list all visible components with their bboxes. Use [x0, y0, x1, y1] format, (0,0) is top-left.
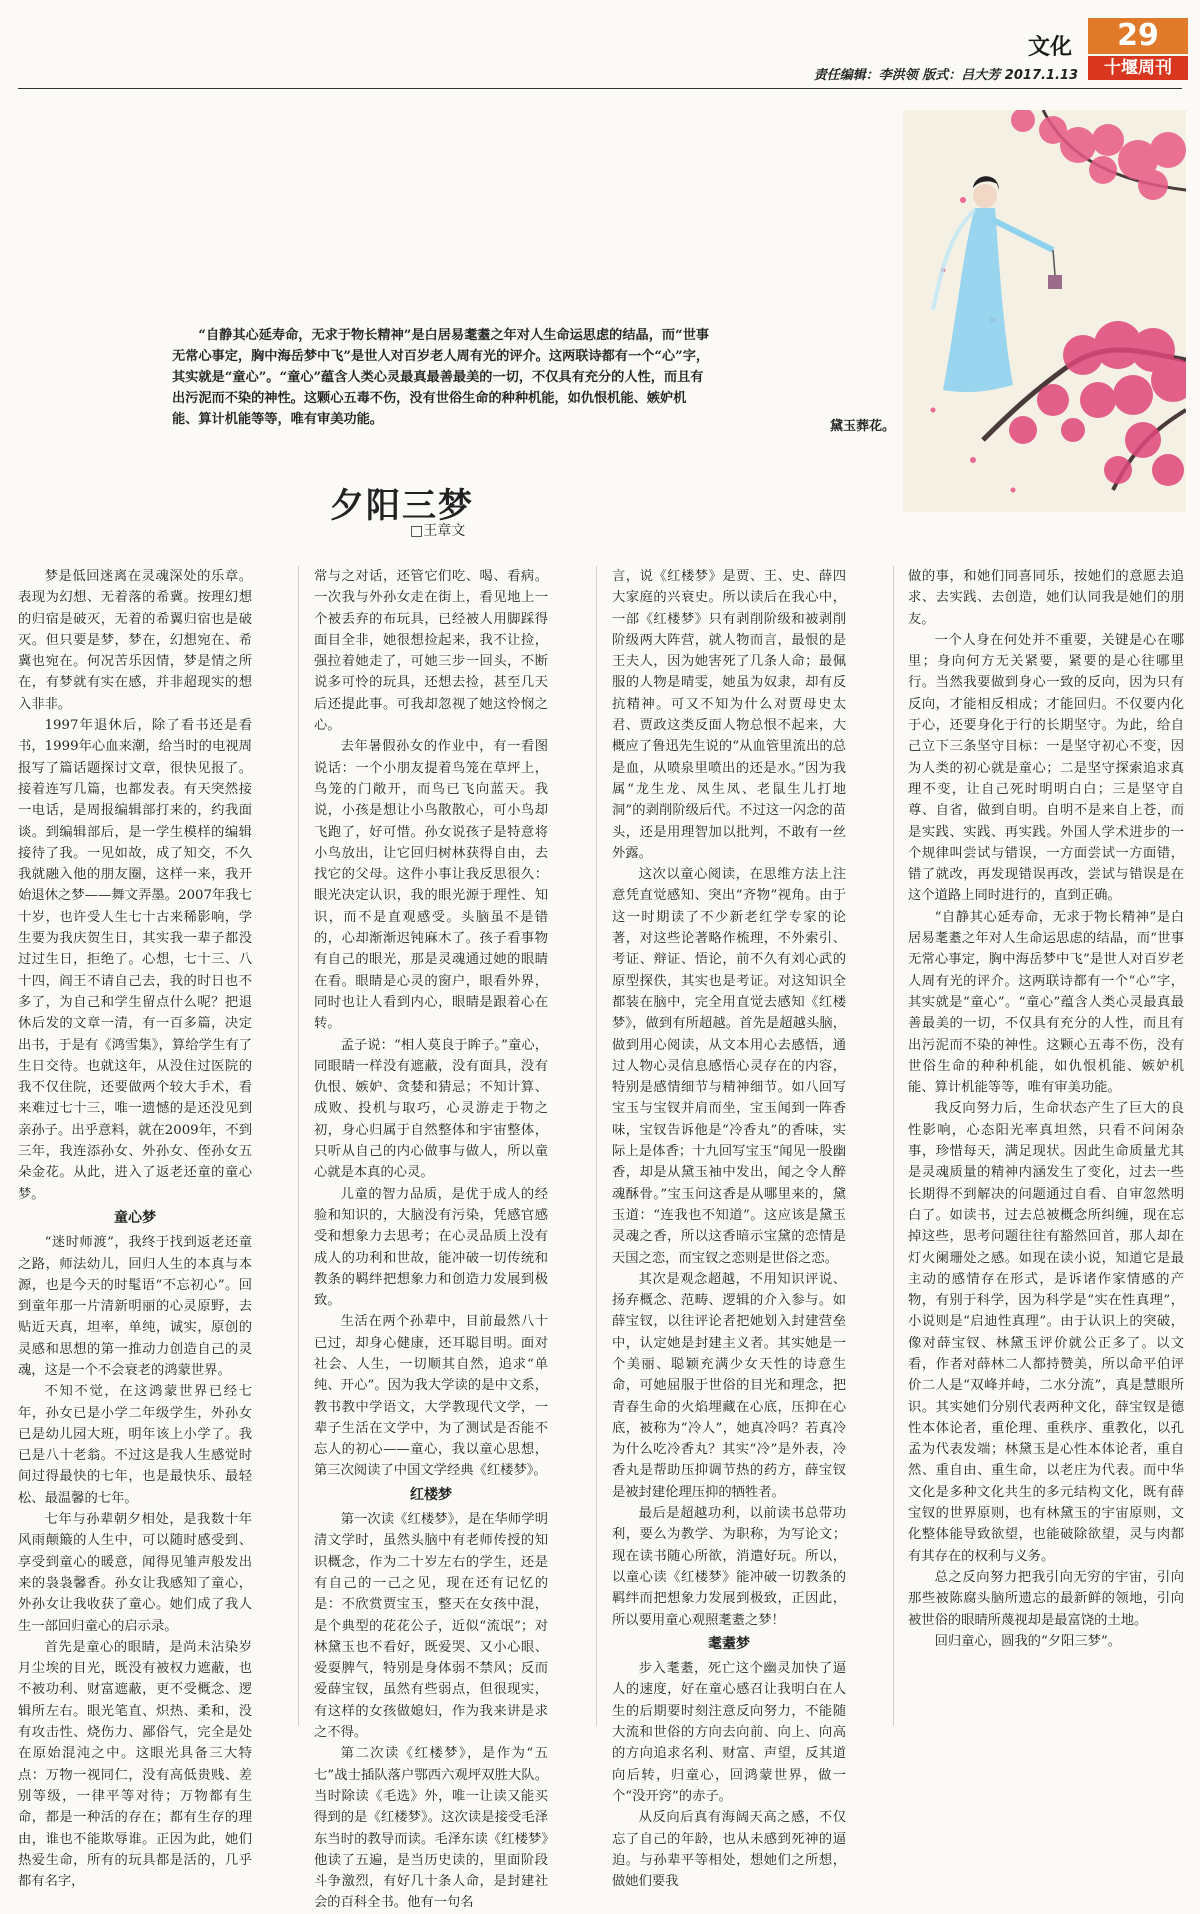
paragraph: “迷时师渡”，我终于找到返老还童之路，师法幼儿，回归人生的本真与本源，也是今天的时髦语“不忘初心”。回到童年那一片清新明丽的心灵原野，去贴近天真，坦率，单纯，诚实，原创的灵感和思想的第一推动力创造自己的灵魂，这是一个不会衰老的鸿蒙世界。 [18, 1235, 252, 1378]
paragraph: 做的事，和她们同喜同乐，按她们的意愿去追求、去实践、去创造，她们认同我是她们的朋友。 [908, 569, 1184, 627]
paragraph: 儿童的智力品质，是优于成人的经验和知识的，大脑没有污染，凭感官感受和想象力去思考；在心灵品质上没有成人的功利和世故，能冲破一切传统和教条的羁绊把想象力和创造力发展到极致。 [314, 1186, 548, 1309]
article-title: 夕阳三梦 [330, 486, 474, 526]
paragraph: 回归童心，圆我的“夕阳三梦”。 [934, 1633, 1122, 1649]
paragraph: 第一次读《红楼梦》，是在华师学明清文学时，虽然头脑中有老师传授的知识概念，作为二十岁左右的学生，还是有自己的一己之见，现在还有记忆的是：不欣赏贾宝玉，整天在女孩中混，是个典型的花花公子，近似“流氓”；对林黛玉也不看好，既爱哭、又小心眼、爱耍脾气，特别是身体弱不禁风；反而爱薛宝钗，虽然有些弱点，但很现实，有这样的女孩做媳妇，作为我来讲是求之不得。 [314, 1512, 548, 1741]
paragraph: 第二次读《红楼梦》，是作为“五七”战士插队落户鄂西六观坪双胜大队。当时除读《毛选》外，唯一让读又能买得到的是《红楼梦》。这次读是接受毛泽东当时的教导而读。毛泽东读《红楼梦》他读了五遍，是当历史读的，里面阶段斗争激烈，有好几十条人命，是封建社会的百科全书。他有一句名 [314, 1746, 548, 1911]
article-author: □王章文 [410, 523, 466, 539]
illustration [903, 110, 1186, 512]
paragraph: 七年与孙辈朝夕相处，是我数十年风雨颠簸的人生中，可以随时感受到、享受到童心的暖意，闻得见雏声般发出来的袅袅馨香。孙女让我感知了童心，外孙女让我收获了童心。她们成了我人生一部回归童心的启示录。 [18, 1512, 252, 1634]
header-rule [18, 88, 1182, 89]
paragraph: 最后是超越功利，以前读书总带功利，要么为教学、为职称，为写论文；现在读书随心所欲，消遣好玩。所以，以童心读《红楼梦》能冲破一切教条的羁绊而把想象力发展到极致，正因此，所以要用童心观照耄耋之梦！ [612, 1506, 846, 1628]
column-4 [908, 566, 1184, 1652]
section-heading: 耄耋梦 [708, 1635, 750, 1652]
column-3 [612, 566, 846, 1892]
paragraph: 步入耄耋，死亡这个幽灵加快了逼人的速度，好在童心感召让我明白在人生的后期要时刻注意反向努力，不能随大流和世俗的方向去向前、向上、向高的方向追求名利、财富、声望，反其道向后转，归童心，回鸿蒙世界，做一个“没开窍”的赤子。 [612, 1661, 846, 1804]
paragraph: 首先是童心的眼睛，是尚未沾染岁月尘埃的目光，既没有被权力遮蔽，也不被功利、财富遮蔽，更不受概念、逻辑所左右。眼光笔直、炽热、柔和，没有攻击性、烧伤力、鄙俗气，完全是处在原始混沌之中。这眼光具备三大特点：万物一视同仁，没有高低贵贱、差别等级，一律平等对待；万物都有生命，都是一种活的存在；都有生存的理由，谁也不能欺辱谁。正因为此，她们热爱生命，所有的玩具都是活的，几乎都有名字， [18, 1639, 252, 1890]
paragraph: 言，说《红楼梦》是贾、王、史、薛四大家庭的兴衰史。所以读后在我心中，一部《红楼梦》只有剥削阶级和被剥削阶级两大阵营，就人物而言，最恨的是王夫人，因为她害死了几条人命；最佩服的人物是晴雯，她虽为奴隶，却有反抗精神。可又不知为什么对贾母史太君、贾政这类反面人物总恨不起来，大概应了鲁迅先生说的“从血管里流出的总是血，从喷泉里喷出的还是水。”因为我属“龙生龙、凤生凤、老鼠生儿打地洞”的剥削阶级后代。不过这一闪念的苗头，还是用理智加以批判，不敢有一丝外露。 [612, 569, 846, 861]
paragraph: 一个人身在何处并不重要，关键是心在哪里；身向何方无关紧要，紧要的是心往哪里行。当然我要做到身心一致的反向，因为只有反向，才能相反相成；才能回归。不仅要内化于心，还要身化于行的长期坚守。为此，给自己立下三条坚守目标：一是坚守初心不变，因为人类的初心就是童心；二是坚守探索追求真理不变，让自己死时明明白白；三是坚守自尊、自省，做到自明。自明不是来自上苍，而是实践、实践、再实践。外国人学术进步的一个规律叫尝试与错误，一方面尝试一方面错，错了就改，再发现错误再改，尝试与错误是在这个道路上同时进行的，直到正确。 [908, 632, 1184, 904]
column-2 [314, 566, 548, 1914]
intro-lead: “自静其心延寿命，无求于物长精神”是白居易耄耋之年对人生命运思虑的结晶，而“世事无常心事定，胸中海岳梦中飞”是世人对百岁老人周有光的评介。这两联诗都有一个“心”字，其实就是“童心”。“童心”蕴含人类心灵最真最善最美的一切，不仅具有充分的人性，而且有出污泥而不染的神性。这颗心五毒不伤，没有世俗生命的种种机能，如仇恨机能、嫉妒机能、算计机能等等，唯有审美功能。 [172, 328, 710, 427]
image-caption: 黛玉葬花。 [830, 419, 896, 434]
paragraph: 孟子说：“相人莫良于眸子。”童心，同眼睛一样没有遮蔽，没有面具，没有仇恨、嫉妒、贪婪和猜忌；不知计算、成败、投机与取巧，心灵游走于物之初，身心归属于自然整体和宇宙整体，只听从自己的内心做事与做人，所以童心就是本真的心灵。 [314, 1037, 548, 1181]
column-divider [596, 566, 597, 1726]
column-divider [298, 566, 299, 1726]
section-label: 文化 [1028, 35, 1073, 60]
paragraph: 我反向努力后，生命状态产生了巨大的良性影响，心态阳光率真坦然，只看不问闲杂事，珍惜每天，满足现状。因此生命质量尤其是灵魂质量的精神内涵发生了变化，过去一些长期得不到解决的问题通过自看、自审忽然明白了。如读书，过去总被概念所纠缠，现在忘掉这些，思考问题往往有豁然回首，那人却在灯火阑珊处之感。如现在读小说，知道它是最主动的感情存在形式，是诉诸作家情感的产物，有别于科学，因为科学是“实在性真理”，小说则是“启迪性真理”。由于认识上的突破，像对薛宝钗、林黛玉评价就公正多了。以文看，作者对薛林二人都持赞美，所以命平伯评价二人是“双峰并峙，二水分流”，真是慧眼所识。其实她们分别代表两种文化，薛宝钗是德性本体论者，重伦理、重秩序、重教化，以孔孟为代表发端；林黛玉是心性本体论者，重自然、重自由、重生命，以老庄为代表。而中华文化是多种文化共生的多元结构文化，既有薛宝钗的世界原则，也有林黛玉的宇宙原则，文化整体能导致欲望，也能破除欲望，灵与肉都有其存在的权利与义务。 [908, 1101, 1184, 1564]
editor-credits: 责任编辑：李洪领 版式：吕大芳 2017.1.13 [813, 68, 1078, 83]
section-heading: 红楼梦 [410, 1486, 452, 1503]
paragraph: 去年暑假孙女的作业中，有一看图说话：一个小朋友提着鸟笼在草坪上，鸟笼的门敞开，而鸟已飞向蓝天。我说，小孩是想让小鸟散散心，可小鸟却飞跑了，好可惜。孙女说孩子是特意将小鸟放出，让它回归树林获得自由，去找它的父母。这件小事让我反思很久：眼光决定认识，我的眼光源于理性、知识，而不是直观感受。头脑虽不是错的，心却渐渐迟钝麻木了。孩子看事物有自己的眼光，那是灵魂通过她的眼睛在看。眼睛是心灵的窗户，眼看外界，同时也让人看到内心，眼睛是跟着心在转。 [314, 739, 548, 1032]
paragraph: 常与之对话，还管它们吃、喝、看病。一次我与外孙女走在街上，看见地上一个被丢弃的布玩具，已经被人用脚踩得面目全非，她很想捡起来，我不让捡，强拉着她走了，可她三步一回头，不断说多可怜的玩具，还想去捡，甚至几天后还提此事。可我却忽视了她这怜悯之心。 [314, 569, 548, 734]
paragraph: 1997年退休后，除了看书还是看书，1999年心血来潮，给当时的电视周报写了篇话题探讨文章，很快见报了。接着连写几篇，也都发表。有天突然接一电话，是周报编辑部打来的，约我面谈。到编辑部后，是一学生模样的编辑接待了我。一见如故，成了知交，不久我就融入他的朋友圈，这样一来，我开始退休之梦——舞文弄墨。2007年我七十岁，也许受人生七十古来稀影响，学生要为我庆贺生日，其实我一辈子都没过过生日，拒绝了。心想，七十三、八十四，阎王不请自己去，我的时日也不多了，为自己和学生留点什么呢？把退休后发的文章一清，有一百多篇，决定出书，于是有《鸿雪集》，算给学生有了生日交待。也就这年，从没住过医院的我不仅住院，还要做两个较大手术，看来难过七十三，唯一遗憾的是还没见到亲孙子。出乎意料，就在2009年，不到三年，我连添孙女、外孙女、侄孙女五朵金花。从此，进入了返老还童的童心梦。 [18, 718, 252, 1202]
paragraph: 这次以童心阅读，在思维方法上注意凭直觉感知、突出“齐物”视角。由于这一时期读了不少新老红学专家的论著，对这些论著略作梳理，不外索引、考证、辩证、悟论，前不久有刘心武的原型探佚，其实也是考证。对这知识全都装在脑中，完全用直觉去感知《红楼梦》，做到有所超越。首先是超越头脑，做到用心阅读，从文本用心去感悟，通过人物心灵信息感悟心灵存在的内容，特别是感情细节与精神细节。如八回写宝玉与宝钗并肩而坐，宝玉闻到一阵香味，宝钗告诉他是“冷香丸”的香味，实际上是体香；十九回写宝玉“闻见一股幽香，却是从黛玉袖中发出，闻之令人醉魂酥骨。”宝玉问这香是从哪里来的，黛玉道：“连我也不知道”。这应该是黛玉灵魂之香，所以这香暗示宝黛的恋情是天国之恋，而宝钗之恋则是世俗之恋。 [612, 867, 846, 1266]
paragraph: “自静其心延寿命，无求于物长精神”是白居易耄耋之年对人生命运思虑的结晶，而“世事无常心事定，胸中海岳梦中飞”是世人对百岁老人周有光的评介。这两联诗都有一个“心”字，其实就是“童心”。“童心”蕴含人类心灵最真最善最美的一切，不仅具有充分的人性，而且有出污泥而不染的神性。这颗心五毒不伤，没有世俗生命的种种机能，如仇恨机能、嫉妒机能、算计机能等等，唯有审美功能。 [908, 909, 1184, 1096]
page-number: 29 [1088, 18, 1188, 54]
paper-name: 十堰周刊 [1088, 56, 1188, 80]
paragraph: 生活在两个孙辈中，目前最然八十已过，却身心健康，还耳聪目明。面对社会、人生，一切顺其自然，追求“单纯、开心”。因为我大学读的是中文系，教书教中学语文，大学教现代文学，一辈子生活在文学中，为了测试是否能不忘人的初心——童心，我以童心思想，第三次阅读了中国文学经典《红楼梦》。 [314, 1314, 548, 1479]
paragraph: 其次是观念超越，不用知识评说、扬弃概念、范畴、逻辑的介入参与。如薛宝钗，以往评论者把她划入封建营垒中，认定她是封建主义者。其实她是一个美丽、聪颖充满少女天性的诗意生命，可她屈服于世俗的目光和理念，把青春生命的火焰埋藏在心底，压抑在心底，被称为“冷人”，她真冷吗？若真冷为什么吃冷香丸？其实“冷”是外表，冷香丸是帮助压抑调节热的药方，薛宝钗是被封建伦理压抑的牺牲者。 [612, 1271, 846, 1500]
daiyu-illustration-icon [903, 110, 1186, 512]
paragraph: 梦是低回迷离在灵魂深处的乐章。表现为幻想、无着落的希冀。按理幻想的归宿是破灭，无着的希翼归宿也是破灭。但只要是梦，梦在，幻想宛在、希冀也宛在。何况苦乐因情，梦是情之所在，有梦就有实在感，并非超现实的想入非非。 [18, 569, 252, 712]
paragraph: 从反向后真有海阔天高之感，不仅忘了自己的年龄，也从未感到死神的逼迫。与孙辈平等相处，想她们之所想，做她们要我 [612, 1810, 846, 1890]
paragraph: 不知不觉，在这鸿蒙世界已经七年，孙女已是小学二年级学生，外孙女已是幼儿园大班，明年该上小学了。我已是八十老翁。不过这是我人生感觉时间过得最快的七年，也是最快乐、最轻松、最温馨的七年。 [18, 1384, 252, 1506]
section-heading: 童心梦 [114, 1209, 156, 1226]
column-divider [893, 566, 894, 1726]
paragraph: 总之反向努力把我引向无穷的宇宙，引向那些被陈腐头脑所遗忘的最新鲜的领地，引向被世俗的眼睛所蔑视却是最富饶的土地。 [908, 1569, 1184, 1628]
column-1 [18, 566, 252, 1892]
